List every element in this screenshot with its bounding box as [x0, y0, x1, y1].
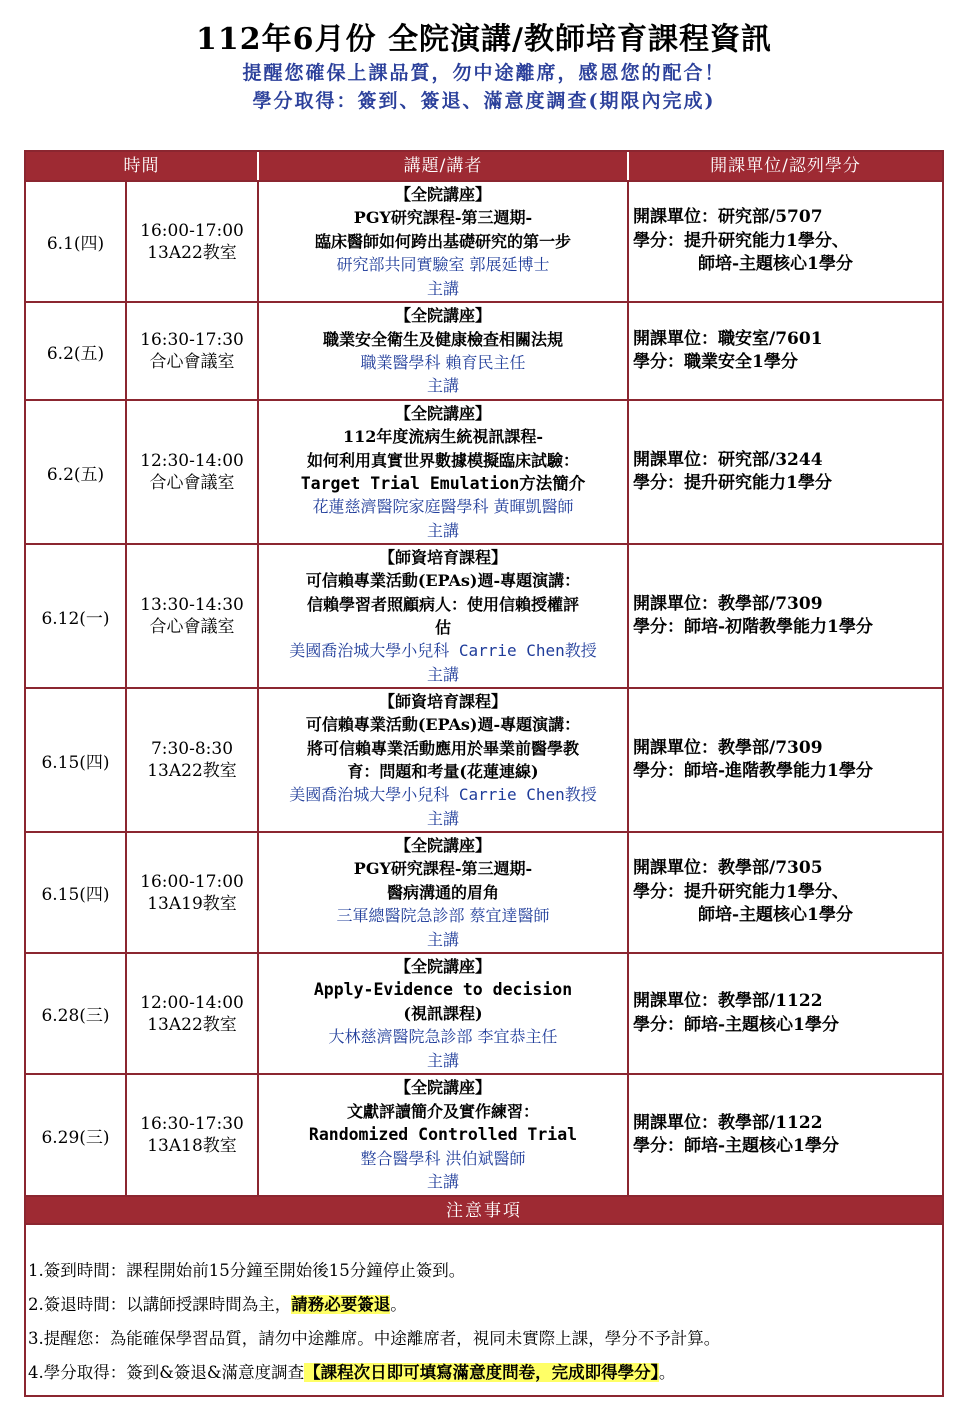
note-text: 2.簽退時間：以講師授課時間為主， — [28, 1295, 292, 1314]
time-range: 16:30-17:30 — [140, 330, 244, 350]
row-time — [127, 833, 257, 952]
course-tag: 【全院講座】 — [394, 184, 491, 204]
course-title-line: 職業安全衛生及健康檢查相關法規 — [322, 329, 563, 349]
time-range: 13:30-14:30 — [140, 595, 244, 615]
credit: 學分：提升研究能力1學分 — [633, 473, 832, 493]
row-time — [127, 1075, 257, 1195]
table-row — [26, 301, 942, 399]
course-title-line: 臨床醫師如何跨出基礎研究的第一步 — [314, 231, 571, 251]
credit: 學分：師培-進階教學能力1學分 — [633, 761, 873, 781]
course-title-line: (視訊課程) — [403, 1003, 483, 1023]
row-unit — [629, 689, 942, 831]
row-time — [127, 182, 257, 301]
course-title-line: 112年度流病生統視訊課程- — [342, 427, 544, 447]
table-row — [26, 399, 942, 543]
course-title-line: 醫病溝通的眉角 — [386, 882, 499, 902]
subtitle-credit: 學分取得：簽到、簽退、滿意度調查(期限內完成) — [252, 90, 716, 112]
speaker: 整合醫學科 洪伯斌醫師 — [360, 1148, 526, 1168]
header-topic: 講題/講者 — [403, 156, 483, 176]
note-text: 。 — [390, 1295, 407, 1314]
row-unit — [629, 954, 942, 1073]
course-title-en: Target Trial Emulation方法簡介 — [300, 474, 586, 493]
row-unit — [629, 545, 942, 687]
room: 13A22教室 — [147, 242, 237, 263]
course-title-line: 如何利用真實世界數據模擬臨床試驗： — [306, 450, 579, 470]
time-range: 16:00-17:00 — [140, 871, 244, 892]
row-topic — [259, 689, 627, 831]
schedule-table — [24, 150, 944, 1397]
unit-code: 開課單位：教學部/7309 — [633, 593, 823, 614]
notes-header: 注意事項 — [26, 1195, 942, 1223]
table-row — [26, 831, 942, 952]
row-unit — [629, 833, 942, 952]
speaker: 大林慈濟醫院急診部 李宜恭主任 — [328, 1027, 558, 1047]
speaker: 研究部共同實驗室 郭展延博士 — [336, 255, 550, 275]
note-highlight: 【課程次日即可填寫滿意度問卷，完成即得學分】 — [304, 1363, 659, 1382]
course-tag: 【全院講座】 — [394, 1078, 491, 1098]
speaker-role: 主講 — [426, 376, 459, 396]
speaker: 三軍總醫院急診部 蔡宜達醫師 — [336, 906, 550, 926]
credit-extra: 師培-主題核心1學分 — [698, 254, 853, 275]
unit-code: 開課單位：教學部/1122 — [633, 991, 823, 1012]
course-tag: 【全院講座】 — [394, 306, 491, 326]
time-range: 16:30-17:30 — [140, 1114, 244, 1134]
credit: 學分：職業安全1學分 — [633, 352, 798, 372]
course-title-line: 育：問題和考量(花蓮連線) — [347, 762, 539, 781]
room: 合心會議室 — [149, 473, 235, 493]
row-time — [127, 545, 257, 687]
table-row — [26, 1073, 942, 1195]
course-title-line: 可信賴專業活動(EPAs)週-專題演講： — [305, 571, 581, 591]
speaker: 花蓮慈濟醫院家庭醫學科 黃暉凱醫師 — [312, 497, 574, 517]
note-item — [28, 1292, 407, 1318]
time-range: 12:30-14:00 — [140, 451, 244, 471]
speaker-role: 主講 — [426, 664, 459, 684]
unit-code: 開課單位：研究部/3244 — [633, 449, 823, 470]
unit-code: 開課單位：教學部/1122 — [633, 1112, 823, 1133]
row-time — [127, 954, 257, 1073]
table-row — [26, 180, 942, 301]
room: 13A22教室 — [147, 761, 237, 781]
row-time — [127, 303, 257, 399]
row-topic — [259, 954, 627, 1073]
note-item — [28, 1360, 675, 1386]
course-tag: 【全院講座】 — [394, 835, 491, 855]
notes-section — [26, 1223, 942, 1397]
room: 13A18教室 — [147, 1136, 237, 1156]
course-title-line: PGY研究課程-第三週期- — [353, 208, 533, 228]
row-time — [127, 689, 257, 831]
course-title-line: 將可信賴專業活動應用於畢業前醫學教 — [306, 738, 579, 758]
row-topic — [259, 1075, 627, 1195]
header-unit: 開課單位/認列學分 — [710, 156, 861, 176]
course-tag: 【全院講座】 — [394, 956, 491, 976]
table-row — [26, 543, 942, 687]
note-text: 4.學分取得：簽到&簽退&滿意度調查 — [28, 1363, 305, 1382]
unit-code: 開課單位：職安室/7601 — [633, 328, 823, 349]
note-item: 1.簽到時間：課程開始前15分鐘至開始後15分鐘停止簽到。 — [28, 1261, 466, 1280]
credit: 學分：提升研究能力1學分、 — [633, 881, 849, 902]
speaker-role: 主講 — [426, 520, 459, 540]
course-tag: 【師資培育課程】 — [378, 547, 507, 567]
row-topic — [259, 182, 627, 301]
unit-code: 開課單位：教學部/7305 — [633, 858, 823, 879]
speaker: 美國喬治城大學小兒科 Carrie Chen教授 — [289, 641, 597, 661]
room: 13A22教室 — [147, 1014, 237, 1035]
course-tag: 【全院講座】 — [394, 403, 491, 423]
page-title: 112年6月份 全院演講/教師培育課程資訊 — [196, 22, 772, 57]
room: 合心會議室 — [149, 617, 235, 637]
course-tag: 【師資培育課程】 — [378, 691, 507, 711]
row-date: 6.29(三) — [41, 1127, 110, 1148]
row-date: 6.15(四) — [41, 885, 110, 905]
course-title-en: Randomized Controlled Trial — [308, 1125, 578, 1145]
credit: 學分：師培-主題核心1學分 — [633, 1136, 839, 1156]
row-topic — [259, 401, 627, 543]
row-topic — [259, 303, 627, 399]
credit: 學分：師培-初階教學能力1學分 — [633, 617, 873, 637]
note-highlight: 請務必要簽退 — [291, 1295, 391, 1314]
unit-code: 開課單位：教學部/7309 — [633, 737, 823, 758]
course-title-line: 文獻評讀簡介及實作練習： — [346, 1101, 539, 1121]
speaker-role: 主講 — [426, 278, 459, 298]
note-text: 。 — [658, 1363, 676, 1382]
row-unit — [629, 303, 942, 399]
speaker-role: 主講 — [426, 808, 459, 828]
row-unit — [629, 401, 942, 543]
row-topic — [259, 545, 627, 687]
header-time: 時間 — [123, 156, 160, 176]
course-title-line: 估 — [434, 618, 451, 637]
credit-extra: 師培-主題核心1學分 — [698, 905, 853, 926]
row-date: 6.2(五) — [46, 464, 105, 485]
row-unit — [629, 1075, 942, 1195]
speaker-role: 主講 — [426, 1172, 459, 1192]
subtitle-reminder: 提醒您確保上課品質，勿中途離席，感恩您的配合！ — [242, 62, 726, 84]
table-row — [26, 687, 942, 831]
table-header — [26, 152, 942, 180]
row-unit — [629, 182, 942, 301]
speaker-role: 主講 — [426, 1050, 459, 1070]
unit-code: 開課單位：研究部/5707 — [633, 207, 823, 228]
time-range: 12:00-14:00 — [140, 992, 244, 1013]
row-date: 6.1(四) — [46, 234, 105, 254]
row-date: 6.28(三) — [41, 1006, 110, 1026]
row-time — [127, 401, 257, 543]
room: 合心會議室 — [149, 352, 235, 372]
course-title-line: PGY研究課程-第三週期- — [353, 859, 533, 879]
row-date: 6.2(五) — [46, 343, 105, 364]
speaker: 美國喬治城大學小兒科 Carrie Chen教授 — [289, 785, 597, 805]
course-title-line: 可信賴專業活動(EPAs)週-專題演講： — [305, 715, 581, 735]
room: 13A19教室 — [147, 893, 237, 914]
course-title-line: 信賴學習者照顧病人：使用信賴授權評 — [306, 594, 579, 614]
time-range: 7:30-8:30 — [150, 739, 234, 759]
table-row — [26, 952, 942, 1073]
time-range: 16:00-17:00 — [140, 220, 244, 241]
course-title-en: Apply-Evidence to decision — [313, 980, 573, 1000]
credit: 學分：師培-主題核心1學分 — [633, 1014, 839, 1035]
row-date: 6.12(一) — [41, 608, 110, 629]
row-date: 6.15(四) — [41, 752, 110, 773]
note-item: 3.提醒您：為能確保學習品質，請勿中途離席。中途離席者，視同未實際上課，學分不予計算。 — [28, 1329, 721, 1348]
row-topic — [259, 833, 627, 952]
speaker-role: 主講 — [426, 929, 459, 949]
credit: 學分：提升研究能力1學分、 — [633, 230, 849, 251]
speaker: 職業醫學科 賴育民主任 — [360, 353, 526, 372]
